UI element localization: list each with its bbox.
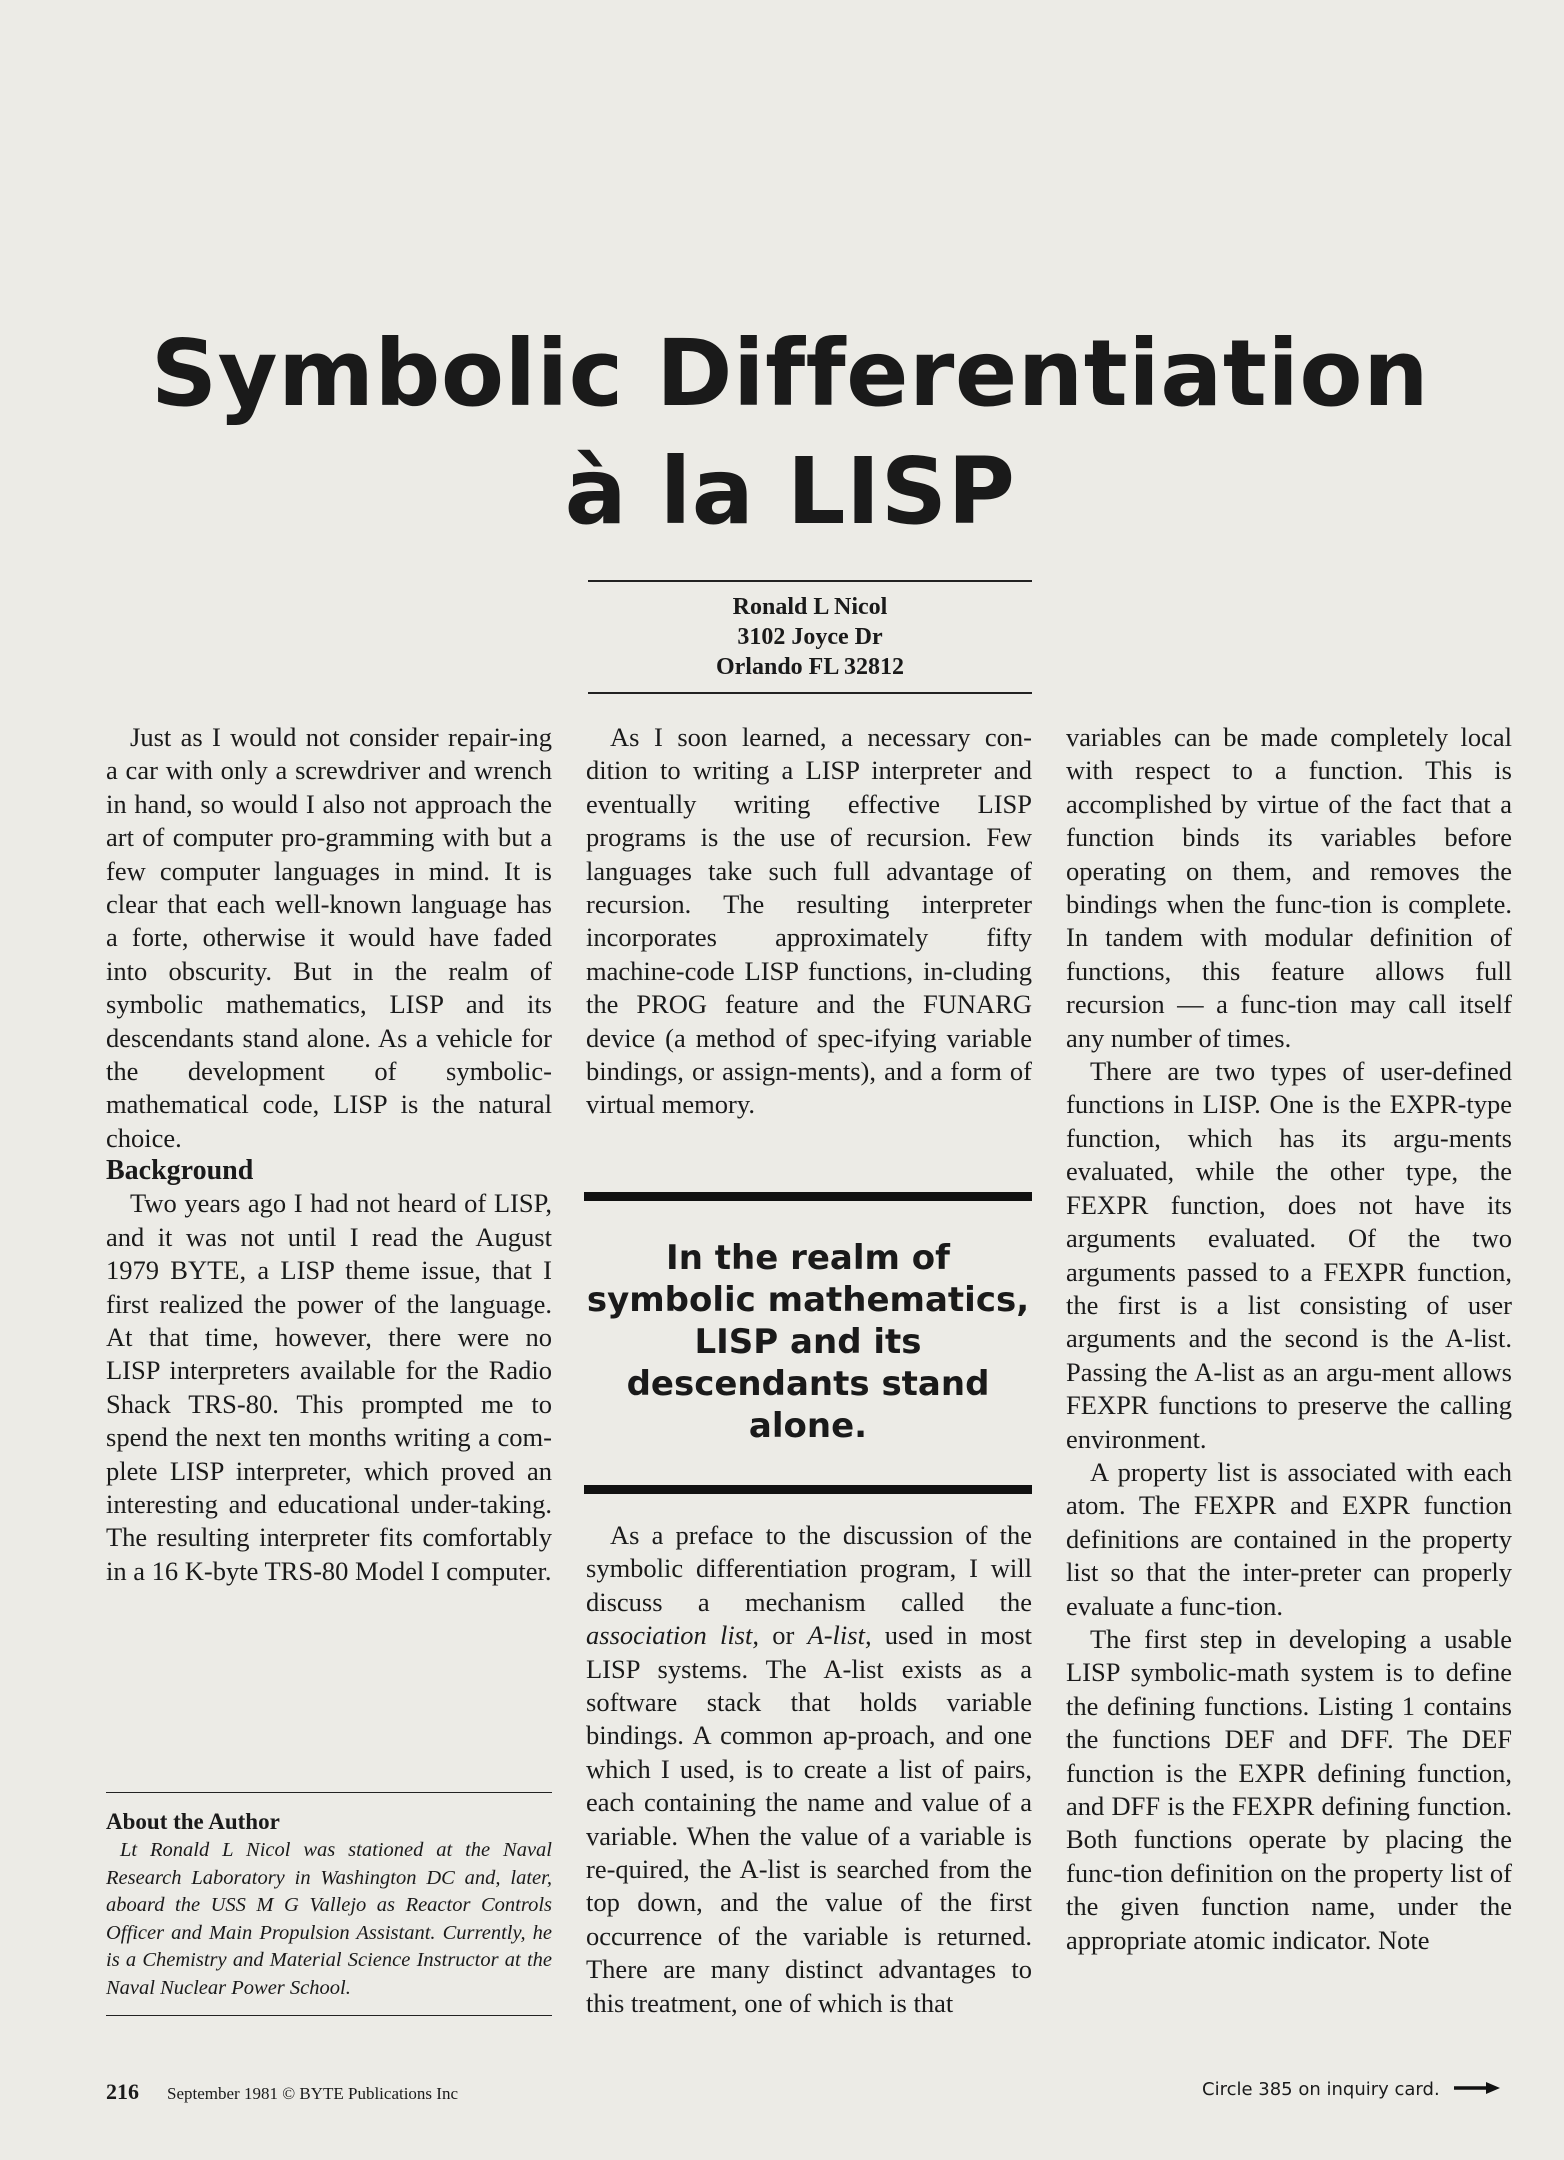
column-2-bottom	[586, 1519, 1032, 2020]
arrow-right-icon	[1454, 2078, 1500, 2102]
about-author-heading: About the Author	[106, 1809, 280, 1834]
recursion-paragraph: As I soon learned, a necessary con-dition to writing a LISP interpreter and eventually writing effective LISP programs is the use of recursion. Few languages take such full advantage of recursion. The resulting interpreter incorporates approximately fifty machine-code LISP functions, in-cluding the PROG feature and the FUNARG device (a method of spec-ifying variable bindings, or assign-ments), and a form of virtual memory.	[586, 722, 1032, 1120]
inquiry-card-text: Circle 385 on inquiry card.	[1202, 2079, 1440, 2100]
column-1	[106, 721, 552, 1588]
section-heading-background: Background	[106, 1155, 254, 1187]
pull-quote: In the realm of symbolic mathematics, LISP and its descendants stand alone.	[584, 1192, 1032, 1494]
intro-paragraph: Just as I would not consider repair-ing a car with only a screwdriver and wrench in hand, so would I also not approach the art of computer pro-gramming with but a few computer languages in mind. It is clear that each well-known language has a forte, otherwise it would have faded into obscurity. But in the realm of symbolic mathematics, LISP and its descendants stand alone. As a vehicle for the development of symbolic-mathematical code, LISP is the natural choice.	[106, 722, 552, 1153]
alist-text-b: or	[758, 1620, 808, 1651]
term-association-list: association list,	[586, 1620, 759, 1651]
page-footer	[106, 2080, 458, 2106]
column-2-top	[586, 721, 1032, 1122]
alist-text-c: used in most LISP systems. The A-list exists as a software stack that holds variable bindings. A common ap-proach, and one which I used, is to create a list of pairs, each containing the name and value of a variable. When the value of a variable is re-quired, the A-list is searched from the top down, and the value of the first occurrence of the variable is returned. There are many distinct advantages to this treatment, one of which is that	[586, 1620, 1032, 2018]
author-city: Orlando FL 32812	[715, 654, 905, 680]
local-variables-paragraph: variables can be made completely local with respect to a function. This is accomplished by virtue of the fact that a function binds its variables before operating on them, and removes the bindings when the func-tion is complete. In tandem with modular definition of functions, this feature allows full recursion — a func-tion may call itself any number of times.	[1066, 722, 1512, 1053]
property-list-paragraph: A property list is associated with each atom. The FEXPR and EXPR function definitions are contained in the property list so that the inter-preter can properly evaluate a func-tion.	[1066, 1456, 1512, 1621]
about-author-box	[106, 1792, 552, 2016]
background-paragraph: Two years ago I had not heard of LISP, and it was not until I read the August 1979 BYTE, a LISP theme issue, that I first realized the power of the language. At that time, however, there were no LISP interpreters available for the Radio Shack TRS-80. This prompted me to spend the next ten months writing a com-plete LISP interpreter, which proved an interesting and educational under-taking. The resulting interpreter fits comfortably in a 16 K-byte TRS-80 Model I computer.	[106, 1188, 552, 1586]
inquiry-note	[1202, 2078, 1500, 2102]
author-name: Ronald L Nicol	[732, 594, 888, 620]
title-line-1: Symbolic Differentiation	[150, 320, 1430, 427]
article-title	[100, 315, 1480, 551]
issue-credit: September 1981 © BYTE Publications Inc	[167, 2084, 459, 2103]
alist-paragraph	[586, 1519, 1032, 2020]
alist-text-a: As a preface to the discussion of the symbolic differentiation program, I will discuss a mechanism called the	[586, 1520, 1032, 1617]
about-author-text: Lt Ronald L Nicol was stationed at the Naval Research Laboratory in Washington DC and, later, aboard the USS M G Vallejo as Reactor Controls Officer and Main Propulsion Assistant. Currently, he is a Chemistry and Material Science Instructor at the Naval Nuclear Power School.	[106, 1839, 552, 1999]
defining-functions-paragraph: The first step in developing a usable LISP symbolic-math system is to define the defining functions. Listing 1 contains the functions DEF and DFF. The DEF function is the EXPR defining function, and DFF is the FEXPR defining function. Both functions operate by placing the func-tion definition on the property list of the given function name, under the appropriate atomic indicator. Note	[1066, 1623, 1512, 1955]
title-line-2: à la LISP	[564, 438, 1016, 545]
function-types-paragraph: There are two types of user-defined functions in LISP. One is the EXPR-type function, which has its argu-ments evaluated, while the other type, the FEXPR function, does not have its arguments evaluated. Of the two arguments passed to a FEXPR function, the first is a list consisting of user arguments and the second is the A-list. Passing the A-list as an argu-ment allows FEXPR functions to preserve the calling environment.	[1066, 1056, 1512, 1454]
term-a-list: A-list,	[807, 1620, 872, 1651]
column-3	[1066, 721, 1512, 1957]
author-byline	[588, 580, 1032, 694]
page-number: 216	[106, 2079, 139, 2104]
author-street: 3102 Joyce Dr	[737, 624, 883, 650]
